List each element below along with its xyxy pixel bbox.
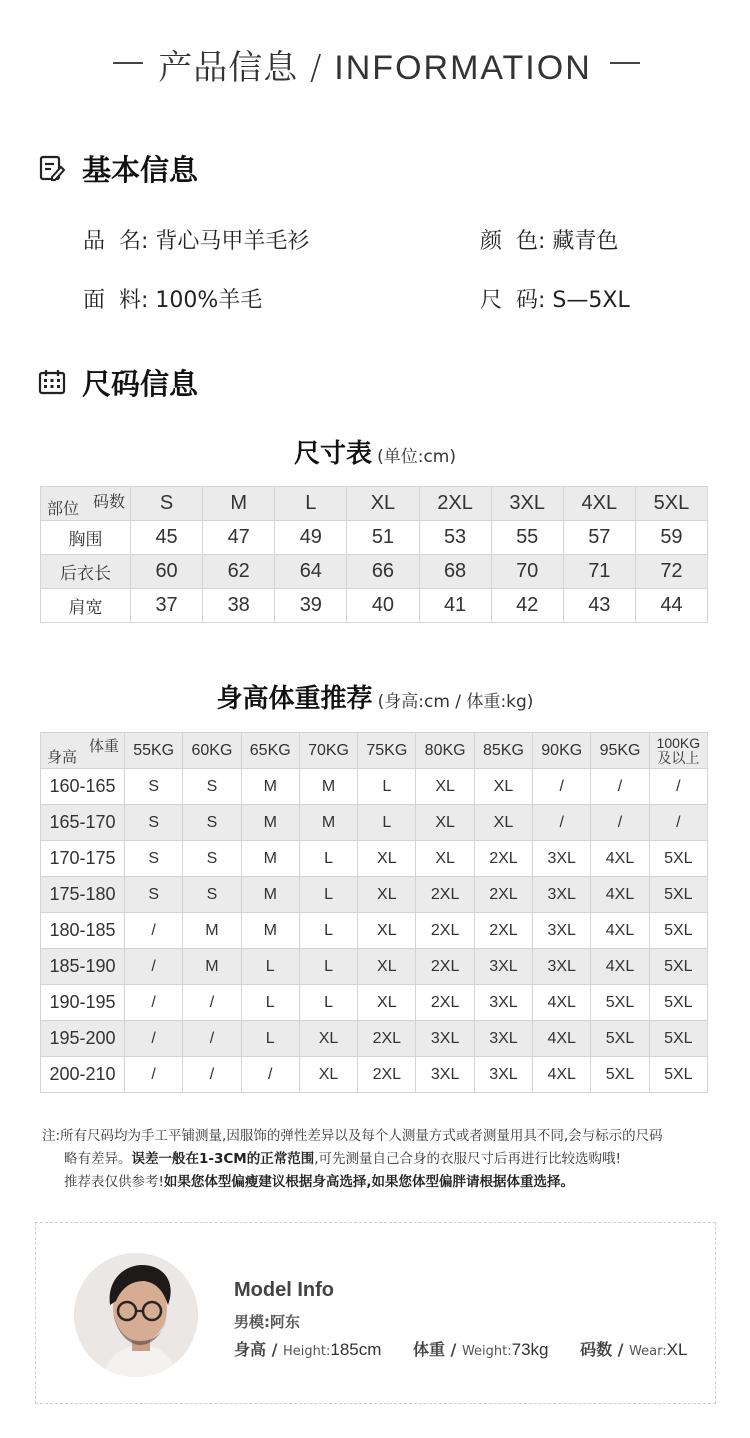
size-col-header: 2XL [419,487,491,521]
recommended-size: L [299,913,357,949]
size-table-title: 尺寸表 [293,439,372,469]
product-color-label: 颜 色: [480,229,546,254]
recommended-size: M [241,805,299,841]
recommended-size: 3XL [533,841,591,877]
recommended-size: 3XL [474,985,532,1021]
recommended-size: 4XL [591,841,649,877]
measure-label: 后衣长 [41,555,131,589]
measure-value: 60 [131,555,203,589]
weight-col-header: 55KG [125,733,183,769]
measure-value: 68 [419,555,491,589]
table-row [41,521,708,555]
measure-value: 41 [419,589,491,623]
size-info-heading [38,364,198,400]
table-row [41,913,708,949]
recommended-size: 5XL [649,985,707,1021]
height-range: 180-185 [41,913,125,949]
table-row [41,949,708,985]
recommended-size: 2XL [474,913,532,949]
recommended-size: / [241,1057,299,1093]
recommended-size: / [591,805,649,841]
recommended-size: 5XL [649,841,707,877]
recommended-size: / [649,805,707,841]
product-color-row [480,224,618,255]
recommended-size: 5XL [649,949,707,985]
recommended-size: / [183,985,241,1021]
recommended-size: 5XL [649,913,707,949]
recommended-size: 3XL [474,1057,532,1093]
recommended-size: 5XL [591,1021,649,1057]
recommended-size: 4XL [533,1057,591,1093]
height-range: 170-175 [41,841,125,877]
product-size-value: S—5XL [552,288,630,313]
recommended-size: 3XL [474,1021,532,1057]
rec-table-title: 身高体重推荐 [216,684,373,714]
height-range: 200-210 [41,1057,125,1093]
recommended-size: XL [416,769,474,805]
note-line-3: 推荐表仅供参考!如果您体型偏瘦建议根据身高选择,如果您体型偏胖请根据体重选择。 [64,1174,575,1190]
recommended-size: S [183,805,241,841]
recommended-size: M [183,913,241,949]
recommended-size: XL [474,805,532,841]
measure-value: 47 [203,521,275,555]
recommended-size: XL [299,1057,357,1093]
measure-value: 66 [347,555,419,589]
size-col-header: 3XL [491,487,563,521]
model-name: 男模:阿东 [234,1313,300,1331]
size-col-header: 5XL [635,487,707,521]
measure-value: 45 [131,521,203,555]
size-table-heading [0,433,750,470]
height-range: 165-170 [41,805,125,841]
recommended-size: L [358,805,416,841]
table-row [41,555,708,589]
recommended-size: L [358,769,416,805]
size-col-header: S [131,487,203,521]
product-color-value: 藏青色 [552,229,619,254]
model-weight: 体重 / Weight:73kg [412,1340,549,1359]
recommended-size: M [299,805,357,841]
weight-col-header: 95KG [591,733,649,769]
table-row [41,1021,708,1057]
measure-value: 72 [635,555,707,589]
measure-value: 59 [635,521,707,555]
table-row [41,589,708,623]
rec-table-corner: 体重 身高 [41,733,125,769]
recommended-size: 4XL [591,949,649,985]
measure-value: 49 [275,521,347,555]
recommended-size: XL [358,841,416,877]
size-col-header: XL [347,487,419,521]
measure-value: 42 [491,589,563,623]
height-range: 175-180 [41,877,125,913]
page-title: 产品信息 / INFORMATION [158,48,592,88]
recommended-size: XL [358,985,416,1021]
weight-col-header: 65KG [241,733,299,769]
measure-value: 71 [563,555,635,589]
table-row [41,841,708,877]
measure-value: 55 [491,521,563,555]
rec-table-heading [0,678,750,715]
product-fabric-row [83,283,262,314]
recommended-size: / [125,949,183,985]
basic-info-heading [38,150,198,186]
weight-col-header: 60KG [183,733,241,769]
header-dash-right [610,62,640,64]
model-avatar [74,1253,198,1377]
document-edit-icon [38,154,66,182]
recommended-size: 5XL [591,985,649,1021]
measure-value: 37 [131,589,203,623]
rec-header-row [41,733,708,769]
recommended-size: 3XL [533,949,591,985]
size-col-header: 4XL [563,487,635,521]
recommended-size: 2XL [474,877,532,913]
recommended-size: XL [358,949,416,985]
product-fabric-label: 面 料: [83,288,149,313]
recommended-size: M [241,913,299,949]
weight-col-header: 90KG [533,733,591,769]
recommended-size: 4XL [591,913,649,949]
table-row [41,985,708,1021]
recommended-size: 2XL [416,913,474,949]
recommended-size: 5XL [591,1057,649,1093]
recommended-size: S [125,841,183,877]
measure-value: 64 [275,555,347,589]
recommended-size: S [125,769,183,805]
measure-value: 38 [203,589,275,623]
product-name-label: 品 名: [83,229,149,254]
measure-value: 70 [491,555,563,589]
size-table-corner: 码数 部位 [41,487,131,521]
recommended-size: 4XL [591,877,649,913]
recommended-size: XL [416,841,474,877]
model-info-card [35,1222,716,1404]
note-line-1: 注:所有尺码均为手工平铺测量,因服饰的弹性差异以及每个人测量方式或者测量用具不同,会与标示的尺码 [42,1128,663,1144]
recommended-size: 2XL [416,985,474,1021]
model-info-title: Model Info [234,1279,334,1301]
recommended-size: / [183,1021,241,1057]
recommended-size: / [183,1057,241,1093]
weight-col-header-last: 100KG 及以上 [649,733,707,769]
height-range: 185-190 [41,949,125,985]
recommended-size: / [125,1021,183,1057]
recommended-size: XL [474,769,532,805]
measure-value: 44 [635,589,707,623]
measure-value: 53 [419,521,491,555]
recommended-size: L [299,841,357,877]
measure-label: 肩宽 [41,589,131,623]
product-size-label: 尺 码: [480,288,546,313]
calendar-grid-icon [38,368,66,396]
table-row [41,769,708,805]
recommended-size: L [299,949,357,985]
measure-value: 43 [563,589,635,623]
recommended-size: 3XL [416,1021,474,1057]
recommended-size: L [241,949,299,985]
height-range: 190-195 [41,985,125,1021]
recommended-size: 4XL [533,1021,591,1057]
table-row [41,877,708,913]
weight-col-header: 85KG [474,733,532,769]
measure-label: 胸围 [41,521,131,555]
model-height: 身高 / Height:185cm [234,1340,382,1359]
weight-col-header: 75KG [358,733,416,769]
recommended-size: S [183,877,241,913]
recommended-size: M [241,769,299,805]
recommended-size: L [241,1021,299,1057]
note-line-2: 略有差异。误差一般在1-3CM的正常范围,可先测量自己合身的衣服尺寸后再进行比较选购哦! [64,1151,621,1167]
recommended-size: 3XL [533,913,591,949]
product-size-row [480,283,630,314]
measure-value: 62 [203,555,275,589]
recommended-size: 2XL [358,1057,416,1093]
recommended-size: / [125,1057,183,1093]
height-range: 160-165 [41,769,125,805]
model-wear-size: 码数 / Wear:XL [580,1340,688,1359]
recommended-size: S [183,769,241,805]
size-table [40,486,708,623]
recommended-size: M [183,949,241,985]
recommended-size: XL [358,877,416,913]
measure-value: 51 [347,521,419,555]
recommended-size: 3XL [474,949,532,985]
weight-col-header: 80KG [416,733,474,769]
model-portrait-icon [74,1253,198,1377]
recommended-size: M [241,877,299,913]
recommended-size: 3XL [533,877,591,913]
size-info-title: 尺码信息 [82,366,199,401]
recommended-size: 3XL [416,1057,474,1093]
recommended-size: S [125,877,183,913]
product-name-value: 背心马甲羊毛衫 [155,229,310,254]
size-note [42,1125,722,1194]
recommended-size: / [533,769,591,805]
recommended-size: 2XL [416,877,474,913]
measure-value: 39 [275,589,347,623]
recommended-size: / [533,805,591,841]
recommended-size: M [241,841,299,877]
page-header [0,40,750,88]
size-table-unit: (单位:cm) [377,447,456,467]
table-row [41,1057,708,1093]
recommended-size: 4XL [533,985,591,1021]
table-row [41,805,708,841]
product-fabric-value: 100%羊毛 [155,288,263,313]
recommended-size: XL [358,913,416,949]
recommended-size: / [591,769,649,805]
size-col-header: M [203,487,275,521]
recommended-size: S [125,805,183,841]
recommended-size: M [299,769,357,805]
recommended-size: 5XL [649,1021,707,1057]
recommended-size: L [299,985,357,1021]
recommended-size: S [183,841,241,877]
size-header-row [41,487,708,521]
recommended-size: XL [416,805,474,841]
height-range: 195-200 [41,1021,125,1057]
recommended-size: 2XL [358,1021,416,1057]
basic-info-title: 基本信息 [82,152,199,187]
measure-value: 40 [347,589,419,623]
recommended-size: 2XL [474,841,532,877]
recommendation-table [40,732,708,1093]
recommended-size: L [299,877,357,913]
recommended-size: 5XL [649,877,707,913]
product-name-row [83,224,309,255]
rec-table-unit: (身高:cm / 体重:kg) [377,692,534,712]
model-stats [234,1337,687,1360]
recommended-size: 2XL [416,949,474,985]
recommended-size: 5XL [649,1057,707,1093]
recommended-size: / [649,769,707,805]
size-col-header: L [275,487,347,521]
recommended-size: / [125,985,183,1021]
weight-col-header: 70KG [299,733,357,769]
recommended-size: L [241,985,299,1021]
recommended-size: XL [299,1021,357,1057]
recommended-size: / [125,913,183,949]
measure-value: 57 [563,521,635,555]
